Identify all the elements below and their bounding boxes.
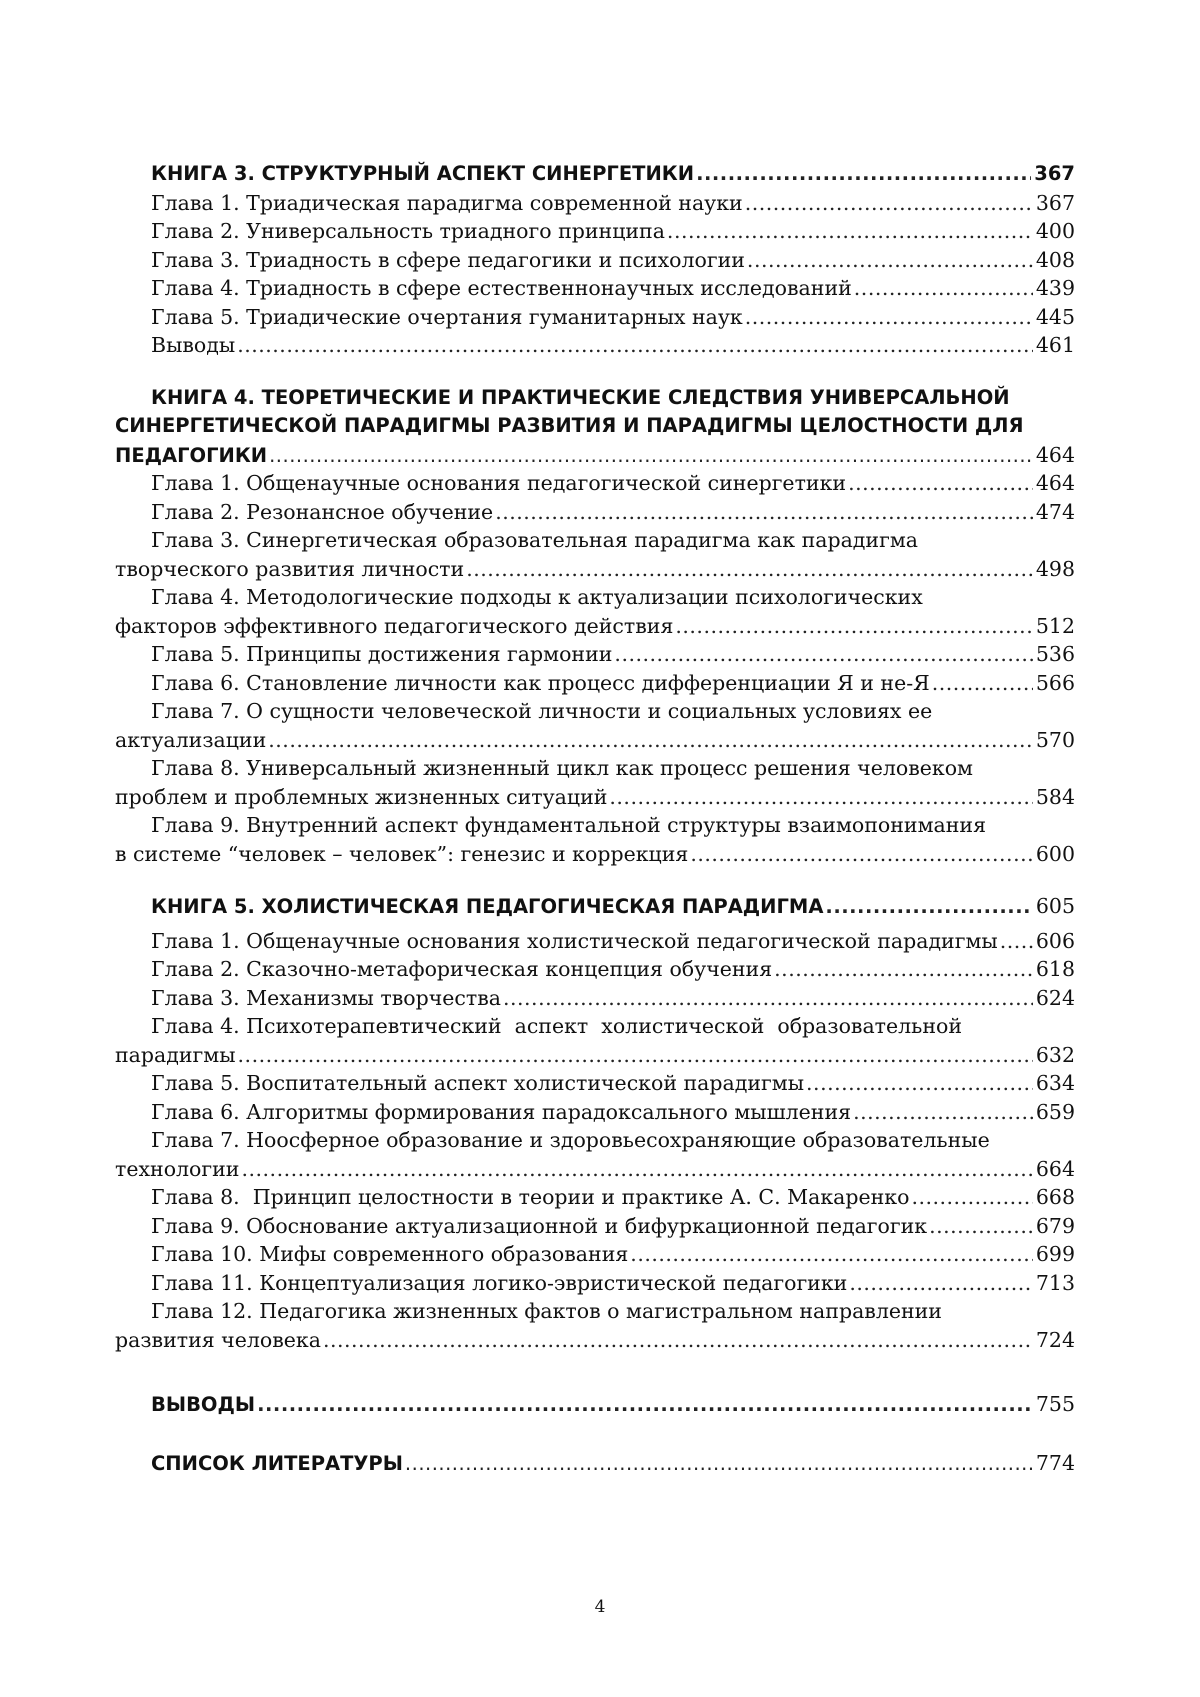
dot-leader bbox=[323, 1326, 1033, 1355]
dot-leader bbox=[774, 955, 1033, 984]
toc-entry-cont bbox=[115, 783, 1075, 812]
chapter-title: Глава 2. Сказочно-метафорическая концепция обучения bbox=[151, 955, 774, 984]
toc-entry-book3[interactable] bbox=[115, 160, 1075, 189]
table-of-contents bbox=[115, 160, 1075, 1477]
book4-title-line2: СИНЕРГЕТИЧЕСКОЙ ПАРАДИГМЫ РАЗВИТИЯ И ПАРАДИГМЫ ЦЕЛОСТНОСТИ ДЛЯ bbox=[115, 414, 1024, 437]
toc-entry-cont bbox=[115, 1041, 1075, 1070]
toc-entry[interactable] bbox=[115, 583, 1075, 612]
dot-leader bbox=[1000, 927, 1033, 956]
toc-entry[interactable] bbox=[115, 1212, 1075, 1241]
chapter-page: 367 bbox=[1033, 189, 1075, 218]
references-title: СПИСОК ЛИТЕРАТУРЫ bbox=[151, 1450, 405, 1479]
toc-entry[interactable] bbox=[115, 469, 1075, 498]
dot-leader bbox=[614, 640, 1032, 669]
chapter-title: Глава 2. Резонансное обучение bbox=[151, 498, 495, 527]
dot-leader bbox=[911, 1183, 1032, 1212]
chapter-title-line2: факторов эффективного педагогического действия bbox=[115, 612, 675, 641]
dot-leader bbox=[667, 217, 1033, 246]
dot-leader bbox=[238, 1041, 1033, 1070]
toc-entry[interactable] bbox=[115, 1269, 1075, 1298]
toc-entry-cont bbox=[115, 1326, 1075, 1355]
spacer bbox=[115, 868, 1075, 892]
chapter-title-line1: Глава 3. Синергетическая образовательная парадигма как парадигма bbox=[151, 528, 918, 552]
chapter-title-line1: Глава 7. Ноосферное образование и здоровьесохраняющие образовательные bbox=[151, 1128, 990, 1152]
dot-leader bbox=[806, 1069, 1033, 1098]
dot-leader bbox=[848, 469, 1033, 498]
dot-leader bbox=[825, 893, 1032, 922]
chapter-title-line1: Глава 7. О сущности человеческой личности и социальных условиях ее bbox=[151, 699, 933, 723]
toc-entry[interactable] bbox=[115, 303, 1075, 332]
references-page: 774 bbox=[1033, 1449, 1075, 1478]
dot-leader bbox=[237, 331, 1033, 360]
toc-entry-cont bbox=[115, 726, 1075, 755]
toc-entry-cont bbox=[115, 840, 1075, 869]
chapter-title: Глава 5. Воспитательный аспект холистической парадигмы bbox=[151, 1069, 806, 1098]
chapter-title: Глава 1. Триадическая парадигма современной науки bbox=[151, 189, 745, 218]
toc-entry[interactable] bbox=[115, 927, 1075, 956]
chapter-title: Глава 5. Принципы достижения гармонии bbox=[151, 640, 614, 669]
page-number: 4 bbox=[594, 1597, 606, 1617]
dot-leader bbox=[849, 1269, 1033, 1298]
chapter-page: 439 bbox=[1033, 274, 1075, 303]
chapter-title: Глава 9. Обоснование актуализационной и бифуркационной педагогик bbox=[151, 1212, 929, 1241]
dot-leader bbox=[495, 498, 1033, 527]
chapter-title-line2: парадигмы bbox=[115, 1041, 238, 1070]
dot-leader bbox=[675, 612, 1032, 641]
spacer bbox=[115, 1354, 1075, 1390]
spacer bbox=[115, 1419, 1075, 1449]
chapter-page: 512 bbox=[1033, 612, 1075, 641]
book3-title: КНИГА 3. СТРУКТУРНЫЙ АСПЕКТ СИНЕРГЕТИКИ bbox=[151, 160, 696, 189]
chapter-title-line1: Глава 8. Универсальный жизненный цикл как процесс решения человеком bbox=[151, 756, 974, 780]
chapter-title: Глава 10. Мифы современного образования bbox=[151, 1240, 630, 1269]
spacer bbox=[115, 360, 1075, 384]
chapter-title: Глава 6. Становление личности как процесс дифференциации Я и не-Я bbox=[151, 669, 932, 698]
chapter-page: 699 bbox=[1033, 1240, 1075, 1269]
toc-entry[interactable] bbox=[115, 669, 1075, 698]
chapter-page: 584 bbox=[1033, 783, 1075, 812]
chapter-page: 713 bbox=[1033, 1269, 1075, 1298]
chapter-title: Выводы bbox=[151, 331, 237, 360]
toc-entry-book4[interactable] bbox=[115, 384, 1075, 413]
chapter-page: 464 bbox=[1033, 469, 1075, 498]
chapter-title: Глава 2. Универсальность триадного принципа bbox=[151, 217, 667, 246]
dot-leader bbox=[405, 1450, 1033, 1479]
toc-entry[interactable] bbox=[115, 189, 1075, 218]
chapter-page: 445 bbox=[1033, 303, 1075, 332]
chapter-title-line2: творческого развития личности bbox=[115, 555, 466, 584]
book4-title-row3 bbox=[115, 441, 1075, 470]
book4-title-line1: КНИГА 4. ТЕОРЕТИЧЕСКИЕ И ПРАКТИЧЕСКИЕ СЛЕДСТВИЯ УНИВЕРСАЛЬНОЙ bbox=[151, 385, 1010, 409]
dot-leader bbox=[747, 246, 1033, 275]
conclusions-title: ВЫВОДЫ bbox=[151, 1391, 257, 1420]
chapter-page: 474 bbox=[1033, 498, 1075, 527]
chapter-title: Глава 3. Триадность в сфере педагогики и психологии bbox=[151, 246, 747, 275]
chapter-page: 724 bbox=[1033, 1326, 1075, 1355]
dot-leader bbox=[257, 1391, 1033, 1420]
toc-entry[interactable] bbox=[115, 697, 1075, 726]
chapter-page: 600 bbox=[1033, 840, 1075, 869]
toc-entry[interactable] bbox=[115, 1069, 1075, 1098]
toc-entry[interactable] bbox=[115, 955, 1075, 984]
toc-entry[interactable] bbox=[115, 246, 1075, 275]
chapter-title: Глава 5. Триадические очертания гуманитарных наук bbox=[151, 303, 745, 332]
chapter-page: 606 bbox=[1033, 927, 1075, 956]
chapter-page: 634 bbox=[1033, 1069, 1075, 1098]
chapter-page: 624 bbox=[1033, 984, 1075, 1013]
toc-entry-conclusions[interactable] bbox=[115, 1390, 1075, 1419]
dot-leader bbox=[503, 984, 1033, 1013]
chapter-title: Глава 4. Триадность в сфере естественнонаучных исследований bbox=[151, 274, 854, 303]
chapter-title-line2: проблем и проблемных жизненных ситуаций bbox=[115, 783, 609, 812]
chapter-title-line2: развития человека bbox=[115, 1326, 323, 1355]
chapter-title: Глава 11. Концептуализация логико-эвристической педагогики bbox=[151, 1269, 849, 1298]
chapter-title-line2: в системе “человек – человек”: генезис и коррекция bbox=[115, 840, 690, 869]
toc-entry[interactable] bbox=[115, 1183, 1075, 1212]
chapter-page: 408 bbox=[1033, 246, 1075, 275]
dot-leader bbox=[268, 726, 1033, 755]
dot-leader bbox=[745, 303, 1033, 332]
book5-title: КНИГА 5. ХОЛИСТИЧЕСКАЯ ПЕДАГОГИЧЕСКАЯ ПАРАДИГМА bbox=[151, 893, 825, 922]
dot-leader bbox=[929, 1212, 1033, 1241]
toc-entry[interactable] bbox=[115, 498, 1075, 527]
toc-entry[interactable] bbox=[115, 640, 1075, 669]
book3-page: 367 bbox=[1031, 160, 1075, 189]
book4-title-line3: ПЕДАГОГИКИ bbox=[115, 442, 269, 471]
book4-title-row2 bbox=[115, 412, 1075, 441]
toc-entry[interactable] bbox=[115, 1126, 1075, 1155]
dot-leader bbox=[932, 669, 1033, 698]
toc-entry[interactable] bbox=[115, 1240, 1075, 1269]
toc-entry[interactable] bbox=[115, 1012, 1075, 1041]
chapter-page: 461 bbox=[1033, 331, 1075, 360]
chapter-page: 570 bbox=[1033, 726, 1075, 755]
chapter-page: 659 bbox=[1033, 1098, 1075, 1127]
dot-leader bbox=[690, 840, 1033, 869]
chapter-page: 664 bbox=[1033, 1155, 1075, 1184]
toc-entry[interactable] bbox=[115, 331, 1075, 360]
toc-entry[interactable] bbox=[115, 526, 1075, 555]
chapter-title-line1: Глава 9. Внутренний аспект фундаментальной структуры взаимопонимания bbox=[151, 813, 987, 837]
book5-page: 605 bbox=[1033, 892, 1075, 921]
chapter-page: 566 bbox=[1033, 669, 1075, 698]
toc-entry[interactable] bbox=[115, 754, 1075, 783]
toc-entry-cont bbox=[115, 1155, 1075, 1184]
chapter-title: Глава 6. Алгоритмы формирования парадоксального мышления bbox=[151, 1098, 853, 1127]
chapter-page: 498 bbox=[1033, 555, 1075, 584]
chapter-page: 618 bbox=[1033, 955, 1075, 984]
chapter-page: 679 bbox=[1033, 1212, 1075, 1241]
chapter-page: 536 bbox=[1033, 640, 1075, 669]
toc-entry[interactable] bbox=[115, 1098, 1075, 1127]
toc-entry[interactable] bbox=[115, 217, 1075, 246]
chapter-title: Глава 8. Принцип целостности в теории и практике А. С. Макаренко bbox=[151, 1183, 911, 1212]
chapter-page: 668 bbox=[1033, 1183, 1075, 1212]
toc-entry-references[interactable] bbox=[115, 1449, 1075, 1478]
dot-leader bbox=[696, 160, 1031, 189]
conclusions-page: 755 bbox=[1033, 1390, 1075, 1419]
toc-entry-cont bbox=[115, 612, 1075, 641]
chapter-title-line1: Глава 4. Психотерапевтический аспект холистической образовательной bbox=[151, 1014, 963, 1038]
chapter-title-line2: технологии bbox=[115, 1155, 241, 1184]
chapter-page: 632 bbox=[1033, 1041, 1075, 1070]
dot-leader bbox=[853, 1098, 1033, 1127]
dot-leader bbox=[609, 783, 1032, 812]
chapter-title-line2: актуализации bbox=[115, 726, 268, 755]
dot-leader bbox=[466, 555, 1033, 584]
chapter-title: Глава 1. Общенаучные основания холистической педагогической парадигмы bbox=[151, 927, 1000, 956]
chapter-title: Глава 3. Механизмы творчества bbox=[151, 984, 503, 1013]
chapter-title-line1: Глава 12. Педагогика жизненных фактов о магистральном направлении bbox=[151, 1299, 942, 1323]
dot-leader bbox=[854, 274, 1033, 303]
toc-entry[interactable] bbox=[115, 984, 1075, 1013]
dot-leader bbox=[269, 442, 1033, 471]
chapter-title-line1: Глава 4. Методологические подходы к актуализации психологических bbox=[151, 585, 923, 609]
toc-entry[interactable] bbox=[115, 1297, 1075, 1326]
book4-page: 464 bbox=[1033, 441, 1075, 470]
toc-entry-book5[interactable] bbox=[115, 892, 1075, 921]
chapter-title: Глава 1. Общенаучные основания педагогической синергетики bbox=[151, 469, 848, 498]
toc-entry[interactable] bbox=[115, 274, 1075, 303]
dot-leader bbox=[241, 1155, 1032, 1184]
dot-leader bbox=[630, 1240, 1033, 1269]
toc-entry-cont bbox=[115, 555, 1075, 584]
chapter-page: 400 bbox=[1033, 217, 1075, 246]
dot-leader bbox=[745, 189, 1033, 218]
toc-entry[interactable] bbox=[115, 811, 1075, 840]
